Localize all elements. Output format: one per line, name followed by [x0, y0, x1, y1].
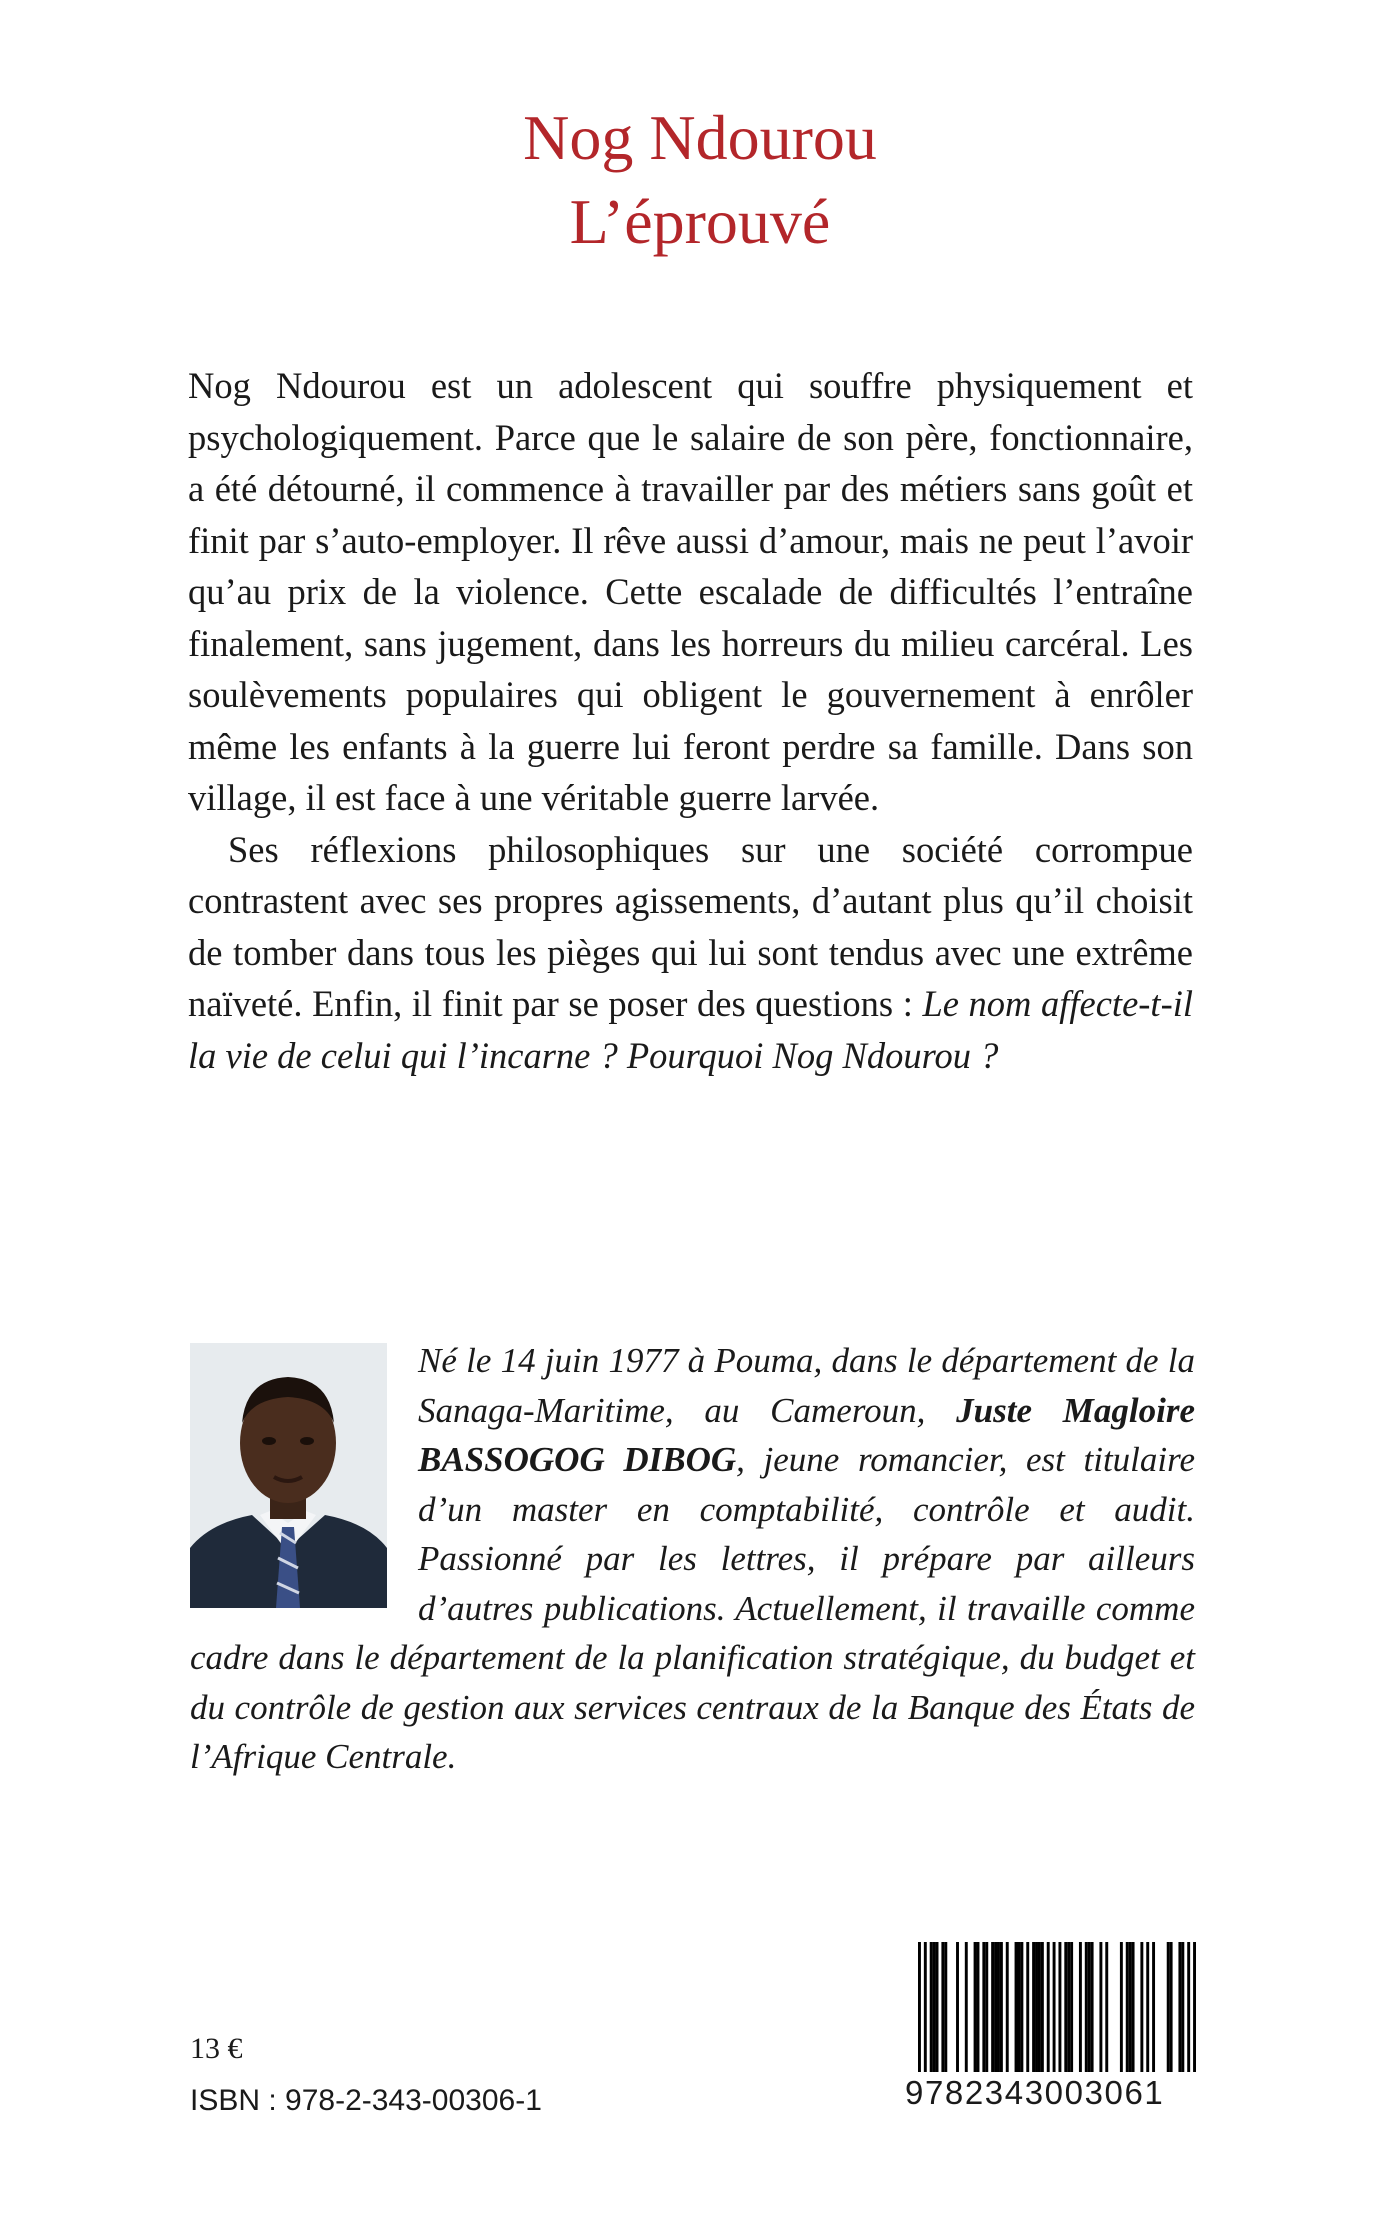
author-bio-intro: Né le 14 juin 1977 à Pouma, dans le département de la Sanaga-Maritime, au Cameroun,: [418, 1341, 1195, 1430]
barcode-bar: [1099, 1942, 1102, 2072]
summary-paragraph-2-text: Ses réflexions philosophiques sur une société corrompue contrastent avec ses propres agissements, d’autant plus qu’il choisit de tomber dans tous les pièges qui lui sont tendus avec une extrême naïveté. Enfin, il finit par se poser des questions :: [188, 828, 1193, 1024]
barcode-bar: [944, 1942, 947, 2072]
isbn: ISBN : 978-2-343-00306-1: [190, 2084, 542, 2117]
barcode-bar: [982, 1942, 985, 2072]
barcode-bar: [1041, 1942, 1044, 2072]
summary-question: Le nom affecte-t-il la vie de celui qui l’incarne ? Pourquoi Nog Ndourou ?: [188, 983, 1194, 1076]
barcode-bar: [1129, 1942, 1132, 2072]
barcode-bar: [1088, 1942, 1091, 2072]
barcode-bar: [1032, 1942, 1035, 2072]
back-cover-summary: [188, 360, 1193, 1081]
barcode-bar: [1064, 1942, 1067, 2072]
barcode-bar: [1035, 1942, 1038, 2072]
barcode-bar: [1058, 1942, 1061, 2072]
barcode-bar: [956, 1942, 959, 2072]
barcode-bar: [1187, 1942, 1190, 2072]
barcode-bar: [924, 1942, 927, 2072]
barcode-bar: [1178, 1942, 1181, 2072]
barcode-bar: [941, 1942, 944, 2072]
barcode-bar: [1152, 1942, 1155, 2072]
barcode-bar: [1132, 1942, 1135, 2072]
author-bio: [190, 1336, 1195, 1782]
barcode-bar: [985, 1942, 988, 2072]
barcode-digits: 9782343003061: [905, 2074, 1165, 2111]
summary-paragraph-2: [188, 824, 1193, 1082]
barcode-bar: [994, 1942, 997, 2072]
barcode-bar: [933, 1942, 936, 2072]
barcode-bar: [1053, 1942, 1056, 2072]
barcode-bar: [974, 1942, 977, 2072]
barcode-bar: [1146, 1942, 1149, 2072]
barcode-bar: [918, 1942, 921, 2072]
barcode-bar: [991, 1942, 994, 2072]
barcode-bar: [936, 1942, 939, 2072]
barcode-bar: [1067, 1942, 1070, 2072]
barcode-bar: [1017, 1942, 1020, 2072]
barcode-bar: [1091, 1942, 1094, 2072]
barcode-bar: [1120, 1942, 1123, 2072]
book-title: Nog Ndourou: [523, 102, 877, 173]
author-name: Juste Magloire BASSOGOG DIBOG: [418, 1390, 1195, 1479]
barcode-bar: [1126, 1942, 1129, 2072]
barcode-bar: [1193, 1942, 1196, 2072]
barcode-bar: [1181, 1942, 1184, 2072]
barcode-bar: [965, 1942, 968, 2072]
barcode-bar: [1006, 1942, 1009, 2072]
barcode-bar: [1038, 1942, 1041, 2072]
summary-paragraph-1: Nog Ndourou est un adolescent qui souffre physiquement et psychologiquement. Parce que le salaire de son père, fonctionnaire, a été détourné, il commence à travailler par des métiers sans goût et finit par s’auto-employer. Il rêve aussi d’amour, mais ne peut l’avoir qu’au prix de la violence. Cette escalade de difficultés l’entraîne finalement, sans jugement, dans les horreurs du milieu carcéral. Les soulèvements populaires qui obligent le gouvernement à enrôler même les enfants à la guerre lui feront perdre sa famille. Dans son village, il est face à une véritable guerre larvée.: [188, 365, 1193, 818]
isbn-barcode: [918, 1942, 1196, 2072]
barcode-bar: [1079, 1942, 1082, 2072]
barcode-bar: [977, 1942, 980, 2072]
barcode-bar: [930, 1942, 933, 2072]
barcode-bar: [1026, 1942, 1029, 2072]
barcode-bar: [1085, 1942, 1088, 2072]
barcode-bar: [1140, 1942, 1143, 2072]
book-subtitle: L’éprouvé: [569, 186, 831, 257]
barcode-bar: [997, 1942, 1000, 2072]
barcode-bar: [1105, 1942, 1108, 2072]
barcode-bar: [1020, 1942, 1023, 2072]
barcode-bar: [1170, 1942, 1173, 2072]
price: 13 €: [190, 2032, 243, 2065]
barcode-bar: [1047, 1942, 1050, 2072]
barcode-bar: [1000, 1942, 1003, 2072]
author-bio-rest: , jeune romancier, est titulaire d’un master en comptabilité, contrôle et audit. Passionné par les lettres, il prépare par ailleurs d’autres publications. Actuellement, il travaille comme cadre dans le département de la planification stratégique, du budget et du contrôle de gestion aux services centraux de la Banque des États de l’Afrique Centrale.: [190, 1440, 1195, 1776]
barcode-bar: [1070, 1942, 1073, 2072]
barcode-bar: [1015, 1942, 1018, 2072]
barcode-bar: [1167, 1942, 1170, 2072]
